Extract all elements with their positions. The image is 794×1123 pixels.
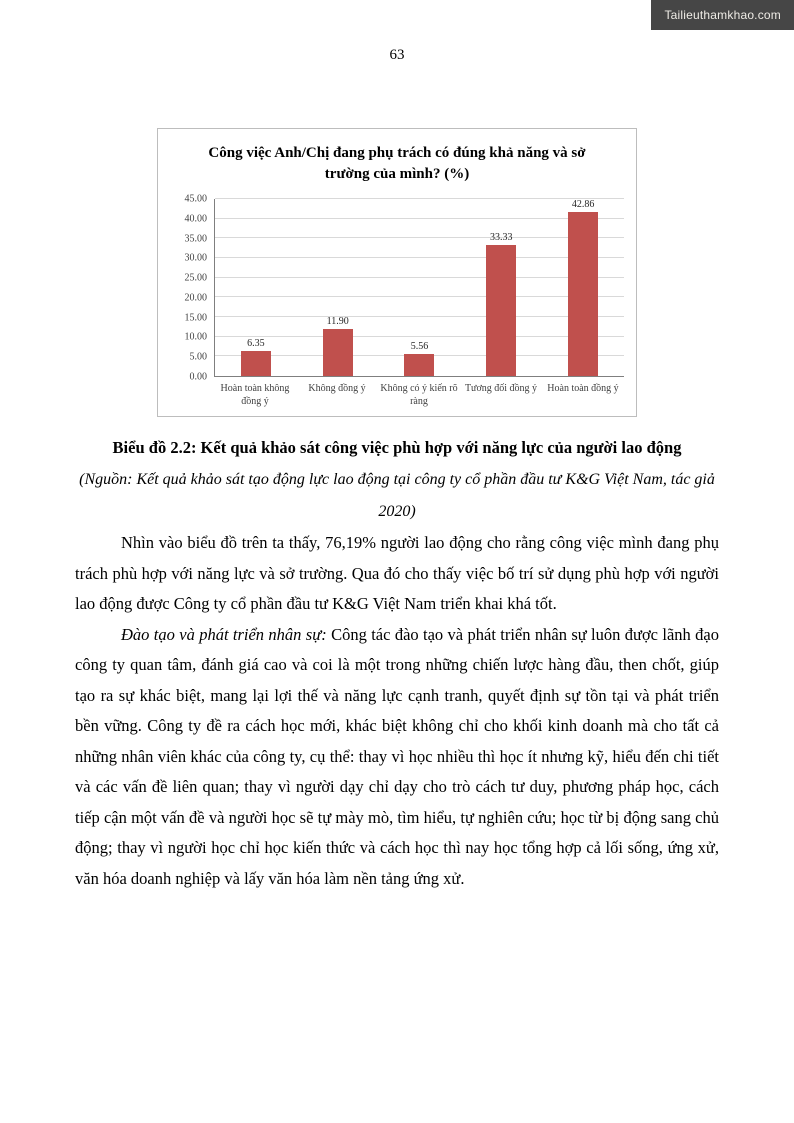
bars [215,199,624,376]
bar-slot [381,199,459,376]
x-axis-label: Không có ý kiến rõ ràng [380,383,458,407]
chart-title: Công việc Anh/Chị đang phụ trách có đúng khả năng và sở trường của mình? (%) [208,145,586,182]
y-axis-tick-label: 0.00 [189,371,207,383]
paragraph-lead: Đào tạo và phát triển nhân sự: [121,624,327,644]
y-axis-tick-label: 40.00 [184,213,207,225]
paragraph [75,528,719,620]
body-text [75,528,719,894]
x-axis [214,377,624,408]
y-axis-tick-label: 25.00 [184,272,207,284]
bar-value-label: 33.33 [490,231,513,243]
bar-slot [299,199,377,376]
bar-slot [544,199,622,376]
bar-slot [462,199,540,376]
plot-area [214,199,624,377]
paragraph [75,620,719,895]
source-note: (Nguồn: Kết quả khảo sát tạo động lực lao động tại công ty cổ phần đầu tư K&G Việt Nam, tác giả 2020) [79,471,715,520]
y-axis-tick-label: 5.00 [189,351,207,363]
chart-caption: Biểu đồ 2.2: Kết quả khảo sát công việc phù hợp với năng lực của người lao động [112,438,682,457]
chart-plot-region [170,193,624,383]
y-axis-tick-label: 35.00 [184,233,207,245]
y-axis-tick-label: 45.00 [184,193,207,205]
x-axis-label: Hoàn toàn không đồng ý [220,383,290,407]
bar-chart [157,128,637,417]
bar-slot [217,199,295,376]
bar [486,245,516,376]
bar [323,329,353,376]
paragraph-text: Công tác đào tạo và phát triển nhân sự luôn được lãnh đạo công ty quan tâm, đánh giá cao và coi là một trong những chiến lược hàng đầu, then chốt, giúp tạo ra sự khác biệt, mang lại lợi thế và năng lực cạnh tranh, quyết định sự tồn tại và phát triển bền vững. Công ty đề ra cách học mới, khác biệt không chỉ cho khối kinh doanh mà cho tất cả những nhân viên khác của công ty, cụ thể: thay vì học nhiều thì học ít nhưng kỹ, hiểu đến chi tiết và các vấn đề liên quan; thay vì người dạy chỉ dạy cho trò cách tư duy, phương pháp học, cách tiếp cận một vấn đề và người học sẽ tự mày mò, tìm hiểu, tự nghiên cứu; học từ bị động sang chủ động; thay vì người học chỉ học kiến thức và cách học thì nay học tổng hợp cả lối sống, ứng xử, văn hóa doanh nghiệp và lấy văn hóa làm nền tảng ứng xử. [75,624,719,888]
y-axis-tick-label: 10.00 [184,331,207,343]
page-number: 63 [389,47,405,63]
bar-value-label: 42.86 [571,199,595,210]
x-axis-label: Hoàn toàn đồng ý [547,383,619,394]
bar [404,354,434,376]
bar [241,351,271,376]
y-axis-tick-label: 20.00 [184,292,207,304]
bar-value-label: 5.56 [410,341,429,353]
bar [568,212,598,376]
y-axis [170,193,214,383]
y-axis-tick-label: 15.00 [184,312,207,324]
x-axis-label: Không đồng ý [308,383,366,394]
watermark: Tailieuthamkhao.com [651,0,794,30]
bar-value-label: 6.35 [247,338,265,350]
y-axis-tick-label: 30.00 [184,252,207,264]
bar-value-label: 11.90 [326,316,349,328]
x-axis-label: Tương đối đồng ý [464,383,538,394]
paragraph-text: Nhìn vào biểu đồ trên ta thấy, 76,19% người lao động cho rằng công việc mình đang phụ trách phù hợp với năng lực và sở trường. Qua đó cho thấy việc bố trí sử dụng phù hợp với người lao động được Công ty cổ phần đầu tư K&G Việt Nam triển khai khá tốt. [75,533,719,614]
